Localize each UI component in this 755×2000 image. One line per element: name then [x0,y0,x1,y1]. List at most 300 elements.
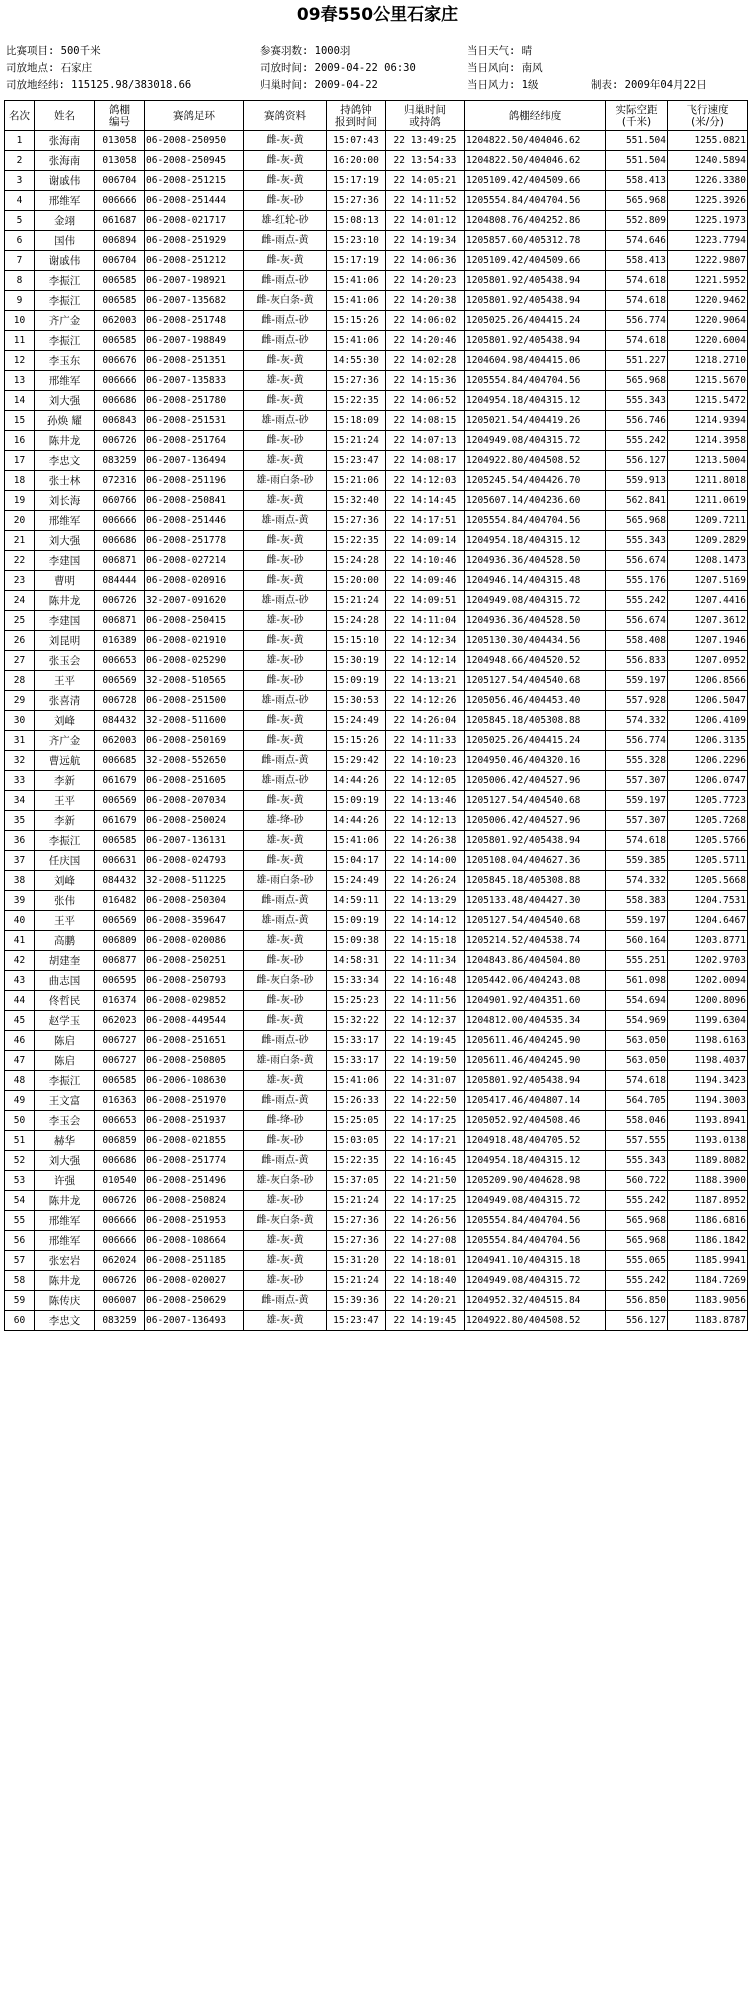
cell-clock-time: 15:09:38 [327,931,386,951]
cell-loft-coordinates: 1204922.80/404508.52 [465,451,606,471]
cell-speed: 1199.6304 [668,1011,748,1031]
cell-bird-info: 雌-灰-黄 [244,531,327,551]
cell-name: 赵学玉 [35,1011,95,1031]
cell-clock-time: 15:21:06 [327,471,386,491]
cell-arrival-time: 22 13:49:25 [386,131,465,151]
cell-distance: 551.504 [606,151,668,171]
table-row [5,271,748,291]
cell-clock-time: 15:31:20 [327,1251,386,1271]
cell-loft-coordinates: 1205127.54/404540.68 [465,671,606,691]
cell-loft-id: 006569 [95,671,145,691]
cell-clock-time: 15:24:28 [327,611,386,631]
cell-loft-coordinates: 1205417.46/404807.14 [465,1091,606,1111]
cell-rank: 6 [5,231,35,251]
cell-clock-time: 15:18:09 [327,411,386,431]
cell-ring-number: 06-2007-198849 [145,331,244,351]
cell-loft-id: 006871 [95,551,145,571]
cell-name: 曹明 [35,571,95,591]
cell-distance: 557.307 [606,811,668,831]
cell-name: 李振江 [35,271,95,291]
cell-ring-number: 06-2008-251953 [145,1211,244,1231]
cell-bird-info: 雌-雨点-砂 [244,311,327,331]
cell-bird-info: 雄-灰-砂 [244,651,327,671]
cell-speed: 1206.5047 [668,691,748,711]
cell-loft-id: 006686 [95,391,145,411]
cell-arrival-time: 22 14:26:56 [386,1211,465,1231]
cell-rank: 43 [5,971,35,991]
cell-name: 赫华 [35,1131,95,1151]
cell-speed: 1202.0094 [668,971,748,991]
meta-wind-direction: 当日风向: 南风 [467,62,543,74]
cell-arrival-time: 22 14:12:34 [386,631,465,651]
cell-loft-id: 006666 [95,511,145,531]
cell-rank: 47 [5,1051,35,1071]
cell-clock-time: 15:27:36 [327,1231,386,1251]
cell-loft-id: 006704 [95,171,145,191]
cell-speed: 1226.3380 [668,171,748,191]
cell-distance: 555.343 [606,531,668,551]
cell-speed: 1204.7531 [668,891,748,911]
cell-bird-info: 雌-绛-砂 [244,1111,327,1131]
cell-ring-number: 32-2008-511600 [145,711,244,731]
cell-rank: 25 [5,611,35,631]
cell-name: 王文富 [35,1091,95,1111]
table-row [5,1271,748,1291]
cell-loft-coordinates: 1204941.10/404315.18 [465,1251,606,1271]
table-row [5,1171,748,1191]
cell-clock-time: 15:09:19 [327,791,386,811]
table-row [5,1051,748,1071]
cell-arrival-time: 22 14:20:46 [386,331,465,351]
cell-loft-id: 006871 [95,611,145,631]
cell-arrival-time: 22 14:16:48 [386,971,465,991]
cell-loft-id: 061687 [95,211,145,231]
cell-bird-info: 雌-雨点-黄 [244,231,327,251]
cell-arrival-time: 22 14:11:34 [386,951,465,971]
cell-loft-coordinates: 1205611.46/404245.90 [465,1031,606,1051]
cell-bird-info: 雌-灰白条-砂 [244,971,327,991]
cell-loft-coordinates: 1204946.14/404315.48 [465,571,606,591]
cell-loft-coordinates: 1205801.92/405438.94 [465,831,606,851]
table-row [5,251,748,271]
cell-ring-number: 06-2008-251937 [145,1111,244,1131]
cell-loft-id: 013058 [95,131,145,151]
cell-clock-time: 15:23:47 [327,1311,386,1331]
cell-bird-info: 雄-灰-黄 [244,1251,327,1271]
cell-distance: 554.969 [606,1011,668,1031]
cell-name: 刘长海 [35,491,95,511]
cell-ring-number: 32-2008-510565 [145,671,244,691]
cell-name: 陈启 [35,1031,95,1051]
cell-clock-time: 15:26:33 [327,1091,386,1111]
cell-name: 许强 [35,1171,95,1191]
cell-distance: 556.774 [606,731,668,751]
table-row [5,951,748,971]
cell-loft-coordinates: 1204949.08/404315.72 [465,1191,606,1211]
cell-rank: 34 [5,791,35,811]
cell-distance: 551.504 [606,131,668,151]
cell-speed: 1184.7269 [668,1271,748,1291]
cell-rank: 58 [5,1271,35,1291]
cell-bird-info: 雌-灰-砂 [244,1131,327,1151]
table-row [5,291,748,311]
cell-rank: 44 [5,991,35,1011]
cell-speed: 1206.4109 [668,711,748,731]
cell-ring-number: 06-2008-250251 [145,951,244,971]
cell-distance: 565.968 [606,1211,668,1231]
cell-bird-info: 雄-雨白条-黄 [244,1051,327,1071]
cell-speed: 1215.5670 [668,371,748,391]
cell-rank: 9 [5,291,35,311]
cell-distance: 565.968 [606,371,668,391]
cell-ring-number: 06-2008-250415 [145,611,244,631]
cell-name: 李忠文 [35,1311,95,1331]
cell-distance: 574.332 [606,871,668,891]
cell-arrival-time: 22 14:20:23 [386,271,465,291]
cell-clock-time: 15:22:35 [327,1151,386,1171]
cell-ring-number: 06-2008-029852 [145,991,244,1011]
cell-ring-number: 06-2008-251351 [145,351,244,371]
cell-distance: 560.164 [606,931,668,951]
cell-bird-info: 雄-灰-黄 [244,451,327,471]
cell-loft-id: 006666 [95,191,145,211]
cell-bird-info: 雌-雨点-黄 [244,1151,327,1171]
cell-loft-id: 083259 [95,1311,145,1331]
table-row [5,591,748,611]
cell-loft-id: 006585 [95,831,145,851]
cell-rank: 29 [5,691,35,711]
cell-bird-info: 雌-灰-砂 [244,551,327,571]
cell-name: 李建国 [35,611,95,631]
cell-speed: 1194.3003 [668,1091,748,1111]
cell-loft-coordinates: 1205801.92/405438.94 [465,291,606,311]
cell-rank: 45 [5,1011,35,1031]
cell-rank: 50 [5,1111,35,1131]
cell-arrival-time: 22 14:14:45 [386,491,465,511]
cell-loft-id: 016482 [95,891,145,911]
cell-rank: 19 [5,491,35,511]
cell-loft-id: 016363 [95,1091,145,1111]
cell-name: 高鹏 [35,931,95,951]
cell-rank: 12 [5,351,35,371]
cell-rank: 35 [5,811,35,831]
cell-ring-number: 06-2007-136131 [145,831,244,851]
cell-clock-time: 15:37:05 [327,1171,386,1191]
cell-bird-info: 雌-灰白条-黄 [244,1211,327,1231]
meta-return-date: 归巢时间: 2009-04-22 [260,79,378,91]
cell-bird-info: 雌-灰-黄 [244,571,327,591]
cell-name: 齐广金 [35,311,95,331]
cell-rank: 40 [5,911,35,931]
cell-loft-coordinates: 1205554.84/404704.56 [465,1231,606,1251]
cell-clock-time: 15:24:28 [327,551,386,571]
cell-loft-id: 006585 [95,1071,145,1091]
cell-clock-time: 15:15:26 [327,731,386,751]
cell-ring-number: 06-2008-021855 [145,1131,244,1151]
cell-distance: 556.127 [606,451,668,471]
cell-distance: 558.046 [606,1111,668,1131]
cell-clock-time: 15:29:42 [327,751,386,771]
cell-ring-number: 06-2007-135833 [145,371,244,391]
cell-name: 金翊 [35,211,95,231]
cell-loft-coordinates: 1205209.90/404628.98 [465,1171,606,1191]
cell-bird-info: 雄-灰-黄 [244,491,327,511]
cell-arrival-time: 22 14:27:08 [386,1231,465,1251]
cell-loft-id: 006569 [95,791,145,811]
cell-name: 邢维军 [35,511,95,531]
cell-speed: 1189.8082 [668,1151,748,1171]
table-row [5,911,748,931]
header-ring-number: 赛鸽足环 [145,101,244,131]
cell-loft-coordinates: 1205554.84/404704.56 [465,191,606,211]
cell-bird-info: 雄-雨点-砂 [244,691,327,711]
cell-ring-number: 06-2007-136494 [145,451,244,471]
cell-name: 陈井龙 [35,431,95,451]
cell-distance: 562.841 [606,491,668,511]
cell-clock-time: 15:24:49 [327,871,386,891]
cell-rank: 16 [5,431,35,451]
cell-clock-time: 15:41:06 [327,831,386,851]
cell-loft-coordinates: 1204901.92/404351.60 [465,991,606,1011]
cell-rank: 41 [5,931,35,951]
meta-release-time: 司放时间: 2009-04-22 06:30 [260,62,416,74]
cell-speed: 1208.1473 [668,551,748,571]
cell-loft-coordinates: 1205052.92/404508.46 [465,1111,606,1131]
cell-ring-number: 06-2008-250841 [145,491,244,511]
cell-loft-coordinates: 1204954.18/404315.12 [465,531,606,551]
cell-loft-id: 006686 [95,531,145,551]
table-row [5,171,748,191]
cell-speed: 1222.9807 [668,251,748,271]
cell-loft-id: 006595 [95,971,145,991]
cell-speed: 1207.1946 [668,631,748,651]
cell-distance: 556.674 [606,611,668,631]
cell-clock-time: 14:44:26 [327,811,386,831]
cell-loft-id: 006727 [95,1051,145,1071]
table-row [5,731,748,751]
cell-ring-number: 32-2008-511225 [145,871,244,891]
table-row [5,551,748,571]
cell-bird-info: 雌-灰-砂 [244,951,327,971]
cell-ring-number: 06-2008-251531 [145,411,244,431]
cell-ring-number: 06-2008-251185 [145,1251,244,1271]
cell-name: 李振江 [35,331,95,351]
cell-rank: 26 [5,631,35,651]
table-row [5,211,748,231]
cell-clock-time: 15:04:17 [327,851,386,871]
cell-loft-id: 006569 [95,911,145,931]
cell-loft-id: 006726 [95,431,145,451]
cell-rank: 42 [5,951,35,971]
cell-ring-number: 06-2008-359647 [145,911,244,931]
cell-arrival-time: 22 14:09:51 [386,591,465,611]
cell-arrival-time: 22 14:21:50 [386,1171,465,1191]
cell-loft-coordinates: 1205021.54/404419.26 [465,411,606,431]
cell-loft-id: 061679 [95,771,145,791]
cell-clock-time: 15:22:35 [327,391,386,411]
cell-name: 刘大强 [35,391,95,411]
cell-ring-number: 06-2008-251500 [145,691,244,711]
cell-loft-id: 006809 [95,931,145,951]
cell-loft-coordinates: 1204954.18/404315.12 [465,1151,606,1171]
cell-loft-id: 062023 [95,1011,145,1031]
cell-loft-id: 006631 [95,851,145,871]
table-row [5,1111,748,1131]
cell-speed: 1225.3926 [668,191,748,211]
cell-clock-time: 15:07:43 [327,131,386,151]
cell-distance: 556.127 [606,1311,668,1331]
cell-rank: 54 [5,1191,35,1211]
cell-name: 任庆国 [35,851,95,871]
cell-speed: 1220.9462 [668,291,748,311]
cell-ring-number: 06-2008-020916 [145,571,244,591]
cell-rank: 53 [5,1171,35,1191]
cell-ring-number: 06-2008-251446 [145,511,244,531]
cell-loft-id: 006726 [95,1191,145,1211]
cell-arrival-time: 22 14:12:03 [386,471,465,491]
cell-name: 邢维军 [35,191,95,211]
cell-speed: 1221.5952 [668,271,748,291]
cell-bird-info: 雌-灰-黄 [244,151,327,171]
cell-bird-info: 雌-雨点-黄 [244,891,327,911]
cell-distance: 556.833 [606,651,668,671]
table-header-row [5,101,748,131]
cell-bird-info: 雄-雨点-砂 [244,771,327,791]
cell-arrival-time: 22 14:17:25 [386,1111,465,1131]
cell-distance: 558.413 [606,171,668,191]
cell-bird-info: 雌-灰-黄 [244,631,327,651]
cell-loft-id: 006585 [95,291,145,311]
cell-clock-time: 15:39:36 [327,1291,386,1311]
cell-rank: 22 [5,551,35,571]
cell-distance: 559.197 [606,911,668,931]
cell-ring-number: 06-2008-021910 [145,631,244,651]
cell-loft-coordinates: 1205845.18/405308.88 [465,871,606,891]
cell-rank: 48 [5,1071,35,1091]
cell-rank: 46 [5,1031,35,1051]
cell-bird-info: 雌-灰-黄 [244,791,327,811]
cell-loft-id: 061679 [95,811,145,831]
cell-arrival-time: 22 14:17:25 [386,1191,465,1211]
cell-clock-time: 15:32:40 [327,491,386,511]
cell-speed: 1207.4416 [668,591,748,611]
cell-rank: 14 [5,391,35,411]
cell-rank: 33 [5,771,35,791]
cell-rank: 5 [5,211,35,231]
cell-arrival-time: 22 14:19:45 [386,1031,465,1051]
table-row [5,371,748,391]
cell-rank: 11 [5,331,35,351]
cell-distance: 558.408 [606,631,668,651]
cell-speed: 1220.6004 [668,331,748,351]
cell-arrival-time: 22 14:08:17 [386,451,465,471]
cell-arrival-time: 22 14:14:00 [386,851,465,871]
cell-name: 谢戚伟 [35,251,95,271]
cell-clock-time: 15:30:53 [327,691,386,711]
cell-bird-info: 雌-灰-砂 [244,991,327,1011]
table-row [5,611,748,631]
cell-loft-coordinates: 1205109.42/404509.66 [465,171,606,191]
cell-distance: 565.968 [606,1231,668,1251]
cell-clock-time: 15:41:06 [327,331,386,351]
table-row [5,1131,748,1151]
cell-ring-number: 06-2007-136493 [145,1311,244,1331]
cell-loft-coordinates: 1205006.42/404527.96 [465,771,606,791]
cell-clock-time: 16:20:00 [327,151,386,171]
cell-rank: 57 [5,1251,35,1271]
table-row [5,471,748,491]
table-row [5,671,748,691]
cell-distance: 574.618 [606,1071,668,1091]
cell-distance: 563.050 [606,1031,668,1051]
cell-bird-info: 雄-灰-砂 [244,1271,327,1291]
cell-distance: 552.809 [606,211,668,231]
cell-arrival-time: 22 14:11:33 [386,731,465,751]
cell-bird-info: 雌-灰-黄 [244,351,327,371]
cell-arrival-time: 22 14:09:46 [386,571,465,591]
cell-arrival-time: 22 14:11:52 [386,191,465,211]
header-distance: 实际空距 (千米) [606,101,668,131]
cell-rank: 55 [5,1211,35,1231]
cell-clock-time: 15:27:36 [327,371,386,391]
cell-rank: 49 [5,1091,35,1111]
cell-name: 陈井龙 [35,1191,95,1211]
cell-speed: 1225.1973 [668,211,748,231]
cell-loft-coordinates: 1204808.76/404252.86 [465,211,606,231]
cell-arrival-time: 22 14:09:14 [386,531,465,551]
cell-clock-time: 15:32:22 [327,1011,386,1031]
table-row [5,651,748,671]
cell-name: 邢维军 [35,1211,95,1231]
cell-loft-id: 083259 [95,451,145,471]
cell-bird-info: 雄-灰-黄 [244,831,327,851]
cell-speed: 1206.0747 [668,771,748,791]
cell-name: 刘大强 [35,1151,95,1171]
cell-arrival-time: 22 14:15:18 [386,931,465,951]
table-row [5,431,748,451]
cell-distance: 559.385 [606,851,668,871]
cell-bird-info: 雌-灰-黄 [244,251,327,271]
cell-rank: 30 [5,711,35,731]
cell-loft-id: 013058 [95,151,145,171]
cell-name: 胡建奎 [35,951,95,971]
cell-name: 李忠文 [35,451,95,471]
cell-ring-number: 06-2008-251215 [145,171,244,191]
cell-name: 谢戚伟 [35,171,95,191]
cell-loft-id: 006653 [95,651,145,671]
cell-loft-id: 062024 [95,1251,145,1271]
cell-clock-time: 15:21:24 [327,1271,386,1291]
cell-loft-coordinates: 1205133.48/404427.30 [465,891,606,911]
cell-ring-number: 06-2008-250629 [145,1291,244,1311]
table-row [5,571,748,591]
cell-arrival-time: 22 14:05:21 [386,171,465,191]
table-row [5,631,748,651]
cell-loft-coordinates: 1205845.18/405308.88 [465,711,606,731]
cell-loft-id: 006007 [95,1291,145,1311]
cell-speed: 1213.5004 [668,451,748,471]
cell-distance: 555.242 [606,1191,668,1211]
cell-rank: 18 [5,471,35,491]
cell-loft-coordinates: 1205127.54/404540.68 [465,911,606,931]
cell-ring-number: 06-2008-250793 [145,971,244,991]
cell-name: 李建国 [35,551,95,571]
cell-name: 刘峰 [35,871,95,891]
cell-name: 齐广金 [35,731,95,751]
table-row [5,751,748,771]
cell-rank: 60 [5,1311,35,1331]
cell-clock-time: 14:58:31 [327,951,386,971]
